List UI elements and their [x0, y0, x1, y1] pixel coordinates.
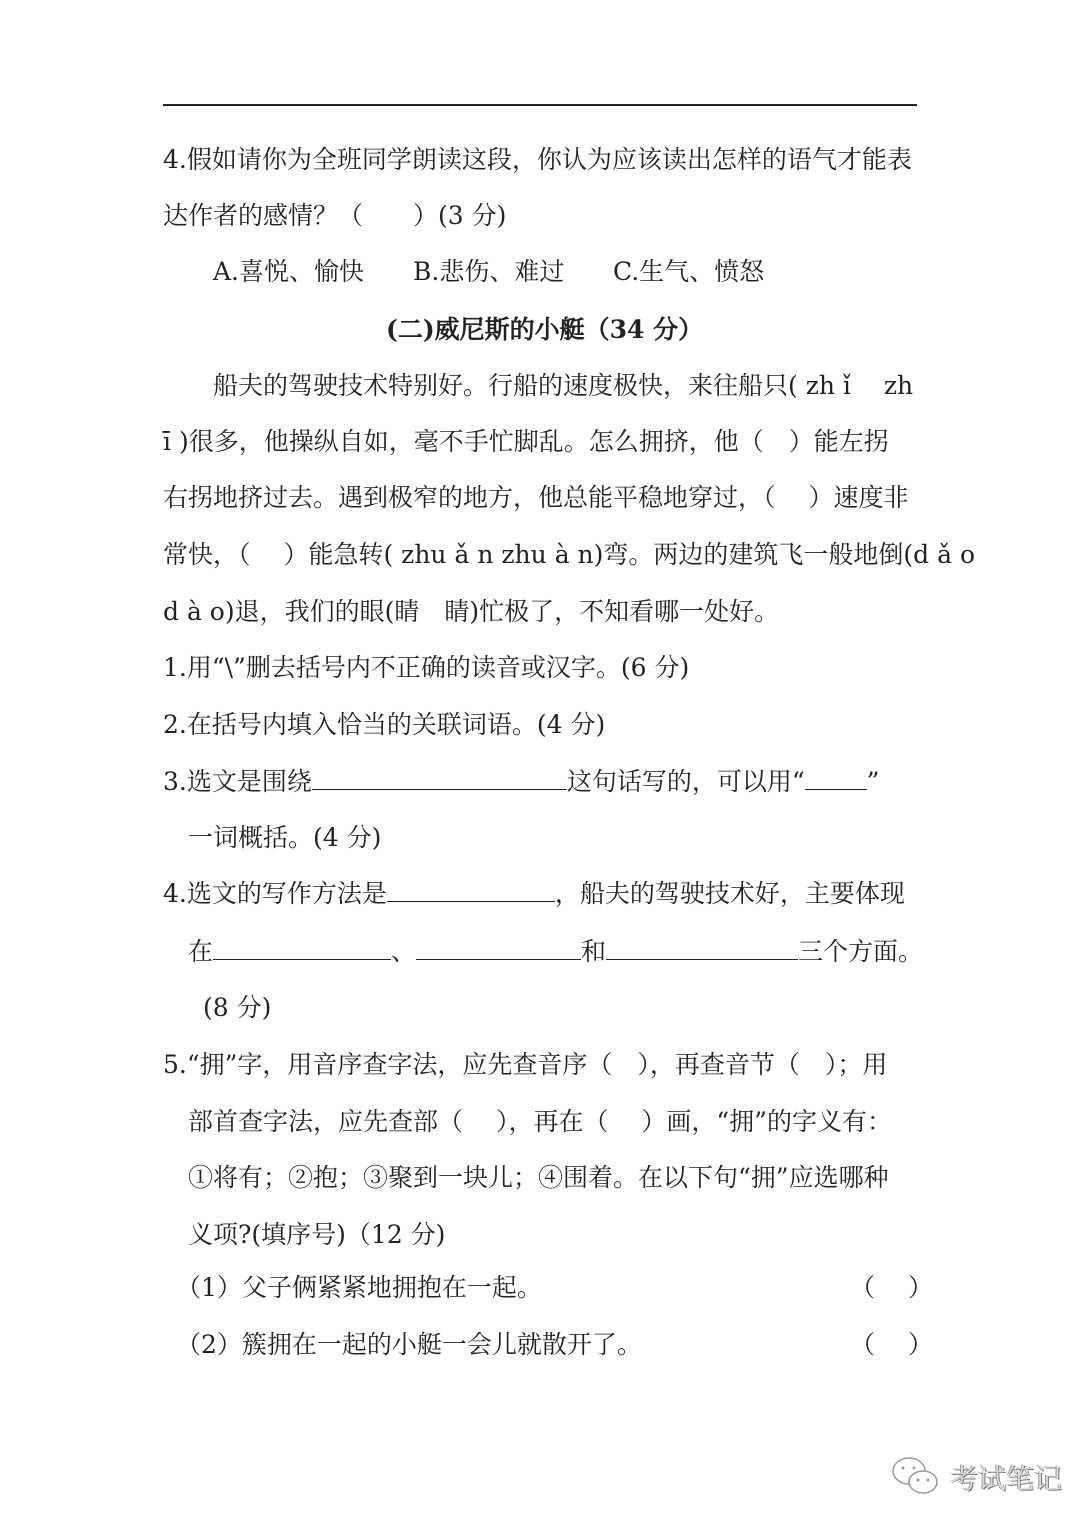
q5-answer-bracket[interactable]: （ ）: [850, 1273, 933, 1302]
option-c: C.生气、愤怒: [613, 257, 765, 286]
watermark: [890, 1455, 1062, 1499]
question-5-line: 部首查字法，应先查部（ ），再在（ ）画，“拥”的字义有：: [188, 1107, 892, 1136]
passage-line: d à o)退，我们的眼(睛 睛)忙极了，不知看哪一处好。: [163, 597, 780, 626]
answer-blank[interactable]: [312, 765, 567, 790]
answer-blank[interactable]: [387, 877, 555, 902]
question-2: 2.在括号内填入恰当的关联词语。(4 分): [163, 710, 606, 739]
answer-blank[interactable]: [213, 935, 391, 960]
answer-blank[interactable]: [606, 935, 798, 960]
q3-text: 这句话写的，可以用“: [566, 767, 805, 796]
option-a: A.喜悦、愉快: [213, 257, 365, 286]
watermark-text: 考试笔记: [950, 1462, 1063, 1495]
option-b: B.悲伤、难过: [413, 257, 565, 286]
answer-blank[interactable]: [805, 765, 867, 790]
question-1: 1.用“\”删去括号内不正确的读音或汉字。(6 分): [163, 653, 690, 682]
top-rule: [163, 104, 917, 106]
q5-item: （1）父子俩紧紧地拥抱在一起。: [176, 1273, 542, 1302]
question-4b-line2: [188, 935, 923, 969]
q4-text: 和: [581, 937, 607, 966]
passage-line: 常快，（ ）能急转( zhu ǎ n zhu à n)弯。两边的建筑飞一般地倒(d ǎ o: [163, 540, 976, 569]
question-3-line2: 一词概括。(4 分): [188, 823, 382, 852]
q5-item: （2）簇拥在一起的小艇一会儿就散开了。: [176, 1330, 642, 1359]
question-3-line1: [163, 765, 879, 799]
q4-text: ，船夫的驾驶技术好，主要体现: [554, 879, 905, 908]
question-5-line: ①将有；②抱；③聚到一块儿；④围着。在以下句“拥”应选哪种: [188, 1163, 889, 1192]
passage-line: 船夫的驾驶技术特别好。行船的速度极快，来往船只( zh ǐ zh: [163, 371, 914, 400]
q4-text: 在: [188, 937, 214, 966]
q4-text: 、: [391, 937, 417, 966]
q5-answer-bracket[interactable]: （ ）: [850, 1330, 933, 1359]
question-4b-line3: (8 分): [203, 993, 272, 1022]
section-title: (二)威尼斯的小艇（34 分）: [386, 315, 704, 344]
question-4-line2: 达作者的感情？（ ）(3 分): [163, 201, 507, 230]
passage-line: ī )很多，他操纵自如，毫不手忙脚乱。怎么拥挤，他（ ）能左拐: [163, 427, 889, 456]
question-5-line: 义项?(填序号)（12 分): [188, 1220, 446, 1249]
question-4b-line1: [163, 877, 905, 911]
answer-blank[interactable]: [416, 935, 581, 960]
passage-line: 右拐地挤过去。遇到极窄的地方，他总能平稳地穿过，（ ）速度非: [163, 483, 909, 512]
q3-text: 3.选文是围绕: [163, 767, 312, 796]
question-4-line1: 4.假如请你为全班同学朗读这段，你认为应该读出怎样的语气才能表: [163, 145, 912, 174]
wechat-icon: [890, 1455, 942, 1499]
question-5-line: 5.“拥”字，用音序查字法，应先查音序（ ），再查音节（ ）；用: [163, 1050, 888, 1079]
q4-text: 4.选文的写作方法是: [163, 879, 387, 908]
q4-text: 三个方面。: [798, 937, 924, 966]
q3-text: ”: [866, 767, 880, 796]
